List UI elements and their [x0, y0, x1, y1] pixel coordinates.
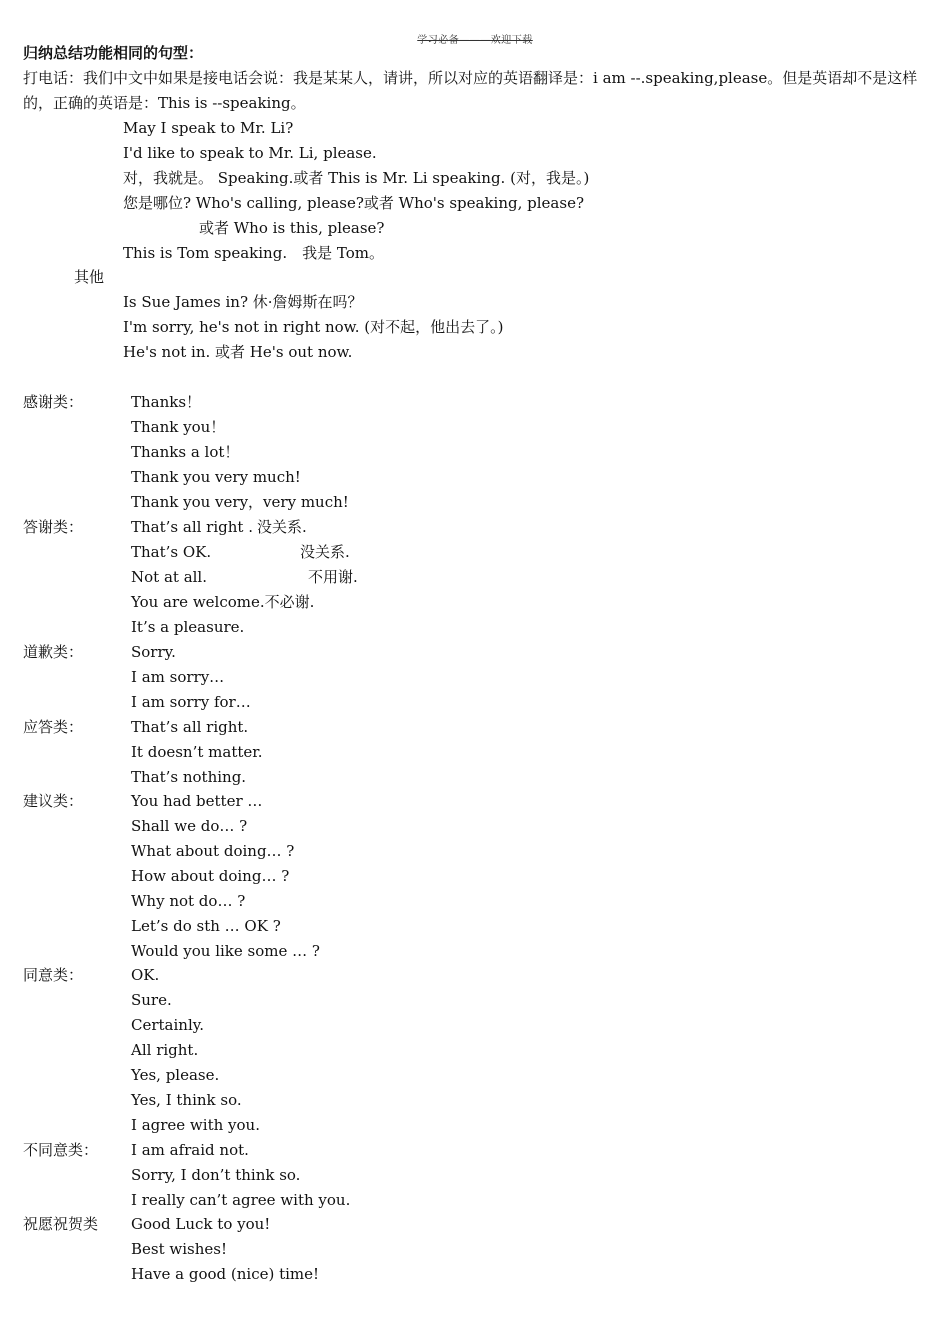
- phone-line: I'd like to speak to Mr. Li, please.: [123, 144, 377, 162]
- phrase-line: I agree with you.: [131, 1116, 260, 1134]
- page-title: 归纳总结功能相同的句型：: [23, 44, 204, 62]
- phrase-note: 不用谢.: [308, 568, 358, 586]
- section-label-response: 应答类：: [23, 718, 84, 736]
- phrase-line: You are welcome.不必谢.: [131, 593, 315, 611]
- phrase-note: 没关系.: [257, 518, 307, 536]
- phrase-line: You had better …: [131, 792, 263, 810]
- other-label: 其他: [74, 268, 105, 286]
- section-label-disagree: 不同意类：: [23, 1141, 99, 1159]
- phrase-line: Why not do… ?: [131, 892, 246, 910]
- phrase-line: I am afraid not.: [131, 1141, 249, 1159]
- phrase-line: Shall we do… ?: [131, 817, 248, 835]
- intro-paragraph: 打电话：我们中文中如果是接电话会说：我是某某人，请讲，所以对应的英语翻译是：i am --.speaking,please。但是英语却不是这样的，正确的英语是：This is --speaking。: [23, 69, 918, 112]
- phrase-line: That’s all right.: [131, 718, 249, 736]
- phrase-line: Would you like some … ?: [131, 942, 320, 960]
- section-label-apology: 道歉类：: [23, 643, 84, 661]
- phrase-line: I am sorry…: [131, 668, 225, 686]
- phone-other-line: I'm sorry, he's not in right now. (对不起，他出去了。): [123, 318, 504, 336]
- phone-line: 您是哪位? Who's calling, please?或者 Who's speaking, please?: [123, 194, 584, 212]
- phrase-line: OK.: [131, 966, 160, 984]
- phrase-line: It’s a pleasure.: [131, 618, 245, 636]
- section-label-thanks: 感谢类：: [23, 393, 84, 411]
- phrase-line: Sorry, I don’t think so.: [131, 1166, 301, 1184]
- phone-line: 对，我就是。 Speaking.或者 This is Mr. Li speaking. (对，我是。): [123, 169, 590, 187]
- phrase-line: Thank you！: [131, 418, 226, 436]
- phrase-line: Sorry.: [131, 643, 176, 661]
- page-header-watermark: 学习必备———欢迎下载: [417, 35, 533, 46]
- phrase-line: Thanks a lot！: [131, 443, 240, 461]
- phrase-line: Thank you very，very much!: [131, 493, 349, 511]
- phrase-line: All right.: [131, 1041, 199, 1059]
- phone-line: 或者 Who is this, please?: [199, 219, 385, 237]
- section-label-reply-thanks: 答谢类：: [23, 518, 84, 536]
- phone-line: May I speak to Mr. Li?: [123, 119, 294, 137]
- phone-other-line: Is Sue James in? 休·詹姆斯在吗？: [123, 293, 363, 311]
- phrase-line: Sure.: [131, 991, 172, 1009]
- phrase-line: Thank you very much!: [131, 468, 301, 486]
- phrase-line: What about doing… ?: [131, 842, 295, 860]
- section-label-agree: 同意类：: [23, 966, 84, 984]
- phrase-line: Best wishes!: [131, 1240, 227, 1258]
- phrase-line: Let’s do sth … OK ?: [131, 917, 281, 935]
- section-label-suggestion: 建议类：: [23, 792, 84, 810]
- phrase-line: That’s OK.: [131, 543, 212, 561]
- phrase-line: It doesn’t matter.: [131, 743, 263, 761]
- phrase-line: Thanks！: [131, 393, 202, 411]
- phrase-line: I am sorry for…: [131, 693, 251, 711]
- phrase-line: Yes, please.: [131, 1066, 220, 1084]
- phrase-line: Certainly.: [131, 1016, 205, 1034]
- phrase-line: Not at all.: [131, 568, 207, 586]
- section-label-wishes: 祝愿祝贺类: [23, 1215, 99, 1233]
- phrase-line: Have a good (nice) time!: [131, 1265, 320, 1283]
- phone-other-line: He's not in. 或者 He's out now.: [123, 343, 353, 361]
- phrase-line: That’s all right .: [131, 518, 253, 536]
- phrase-note: 没关系.: [300, 543, 350, 561]
- phrase-line: That’s nothing.: [131, 768, 247, 786]
- phrase-line: I really can’t agree with you.: [131, 1191, 351, 1209]
- phrase-line: Yes, I think so.: [131, 1091, 242, 1109]
- phrase-line: How about doing… ?: [131, 867, 290, 885]
- phrase-line: Good Luck to you!: [131, 1215, 271, 1233]
- phone-line: This is Tom speaking. 我是 Tom。: [123, 244, 384, 262]
